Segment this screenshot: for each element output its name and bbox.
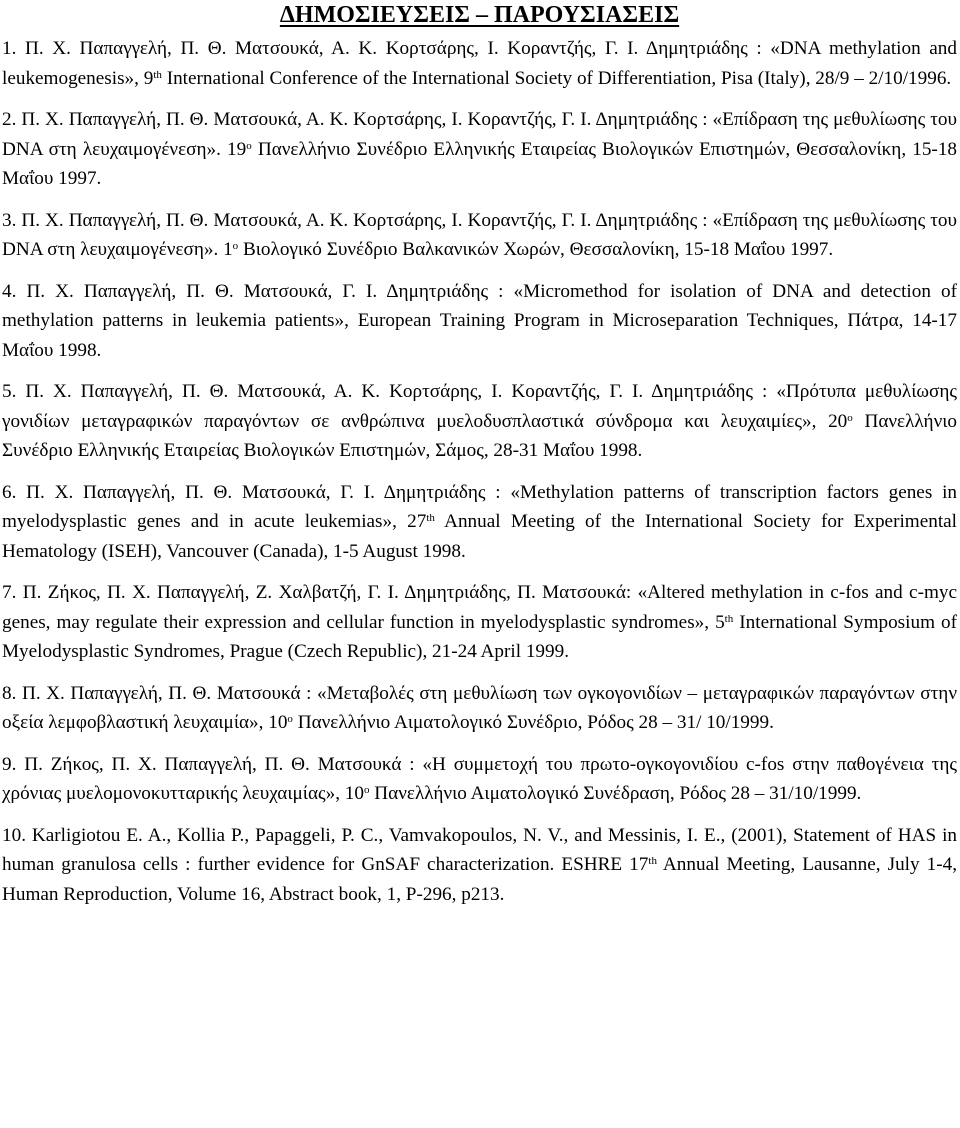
publication-entry-10: 10. Karligiotou E. A., Kollia P., Papaggeli, P. C., Vamvakopoulos, N. V., and Messinis, I. E., (2001), Statement of HAS in human granulosa cells : further evidence for GnSAF characterization. ESHRE 17th Annual Meeting, Lausanne, July 1-4, Human Reproduction, Volume 16, Abstract book, 1, P-296, p213.	[2, 824, 958, 905]
ordinal-superscript: o	[246, 139, 252, 152]
publication-entry-6: 6. Π. Χ. Παπαγγελή, Π. Θ. Ματσουκά, Γ. Ι. Δημητριάδης : «Methylation patterns of transcription factors genes in myelodysplastic genes and in acute leukemias», 27th Annual Meeting of the International Society for Experimental Hematology (ISEH), Vancouver (Canada), 1-5 August 1998.	[2, 481, 958, 562]
publication-entry-9: 9. Π. Ζήκος, Π. Χ. Παπαγγελή, Π. Θ. Ματσουκά : «Η συμμετοχή του πρωτο-ογκογονιδίου c-fos στην παθογένεια της χρόνιας μυελομονοκυτταρικής λευχαιμίας», 10$^o$ Πανελλήνιο Αιματολογικό Συνέδραση, Ρόδος 28 – 31/10/1999.	[2, 753, 957, 804]
publication-entry-4: 4. Π. Χ. Παπαγγελή, Π. Θ. Ματσουκά, Γ. Ι. Δημητριάδης : «Micromethod for isolation of DNA and detection of methylation patterns in leukemia patients», European Training Program in Microseparation Techniques, Πάτρα, 14-17 Μαΐου 1998.	[2, 280, 957, 361]
publication-entry-3: 3. Π. Χ. Παπαγγελή, Π. Θ. Ματσουκά, Α. Κ. Κορτσάρης, Ι. Κοραντζής, Γ. Ι. Δημητριάδης : «Επίδραση της μεθυλίωσης του DNA στη λευχαιμογένεση». 1$^o$ Βιολογικό Συνέδριο Βαλκανικών Χωρών, Θεσσαλονίκη, 15-18 Μαΐου 1997.	[2, 209, 957, 260]
publication-entry-5: 5. Π. Χ. Παπαγγελή, Π. Θ. Ματσουκά, Α. Κ. Κορτσάρης, Ι. Κοραντζής, Γ. Ι. Δημητριάδης : «Πρότυπα μεθυλίωσης γονιδίων μεταγραφικών παραγόντων σε ανθρώπινα μυελοδυσπλαστικά σύνδρομα και λευχαιμίες», 20$^o$ Πανελλήνιο Συνέδριο Ελληνικής Εταιρείας Βιολογικών Επιστημών, Σάμος, 28-31 Μαΐου 1998.	[2, 381, 958, 461]
ordinal-superscript: th	[426, 512, 435, 524]
ordinal-superscript: th	[648, 855, 657, 867]
publication-entry-7: 7. Π. Ζήκος, Π. Χ. Παπαγγελή, Ζ. Χαλβατζή, Γ. Ι. Δημητριάδης, Π. Ματσουκά: «Altered methylation in c-fos and c-myc genes, may regulate their expression and cellular function in myelodysplastic syndromes», 5th International Symposium of Myelodysplastic Syndromes, Prague (Czech Republic), 21-24 April 1999.	[2, 582, 957, 662]
ordinal-superscript: th	[724, 612, 734, 625]
page-title: ΔΗΜΟΣΙΕΥΣΕΙΣ – ΠΑΡΟΥΣΙΑΣΕΙΣ	[279, 2, 680, 28]
publication-entry-2: 2. Π. Χ. Παπαγγελή, Π. Θ. Ματσουκά, Α. Κ. Κορτσάρης, Ι. Κοραντζής, Γ. Ι. Δημητριάδης : «Επίδραση της μεθυλίωσης του DNA στη λευχαιμογένεση». 19$^o$ Πανελλήνιο Συνέδριο Ελληνικής Εταιρείας Βιολογικών Επιστημών, Θεσσαλονίκη, 15-18 Μαΐου 1997.	[2, 109, 958, 189]
ordinal-superscript: o	[287, 713, 293, 725]
ordinal-superscript: o	[847, 411, 853, 424]
ordinal-superscript: th	[153, 68, 162, 81]
publication-entry-8: 8. Π. Χ. Παπαγγελή, Π. Θ. Ματσουκά : «Μεταβολές στη μεθυλίωση των ογκογονιδίων – μεταγραφικών παραγόντων στην οξεία λεμφοβλαστική λευχαιμία», 10$^o$ Πανελλήνιο Αιματολογικό Συνέδριο, Ρόδος 28 – 31/ 10/1999.	[2, 682, 957, 733]
ordinal-superscript: o	[364, 784, 370, 796]
ordinal-superscript: o	[232, 240, 239, 252]
publication-entry-1: 1. Π. Χ. Παπαγγελή, Π. Θ. Ματσουκά, Α. Κ. Κορτσάρης, Ι. Κοραντζής, Γ. Ι. Δημητριάδης : «DNA methylation and leukemogenesis», 9th International Conference of the International Society of Differentiation, Pisa (Italy), 28/9 – 2/10/1996.	[2, 38, 957, 89]
